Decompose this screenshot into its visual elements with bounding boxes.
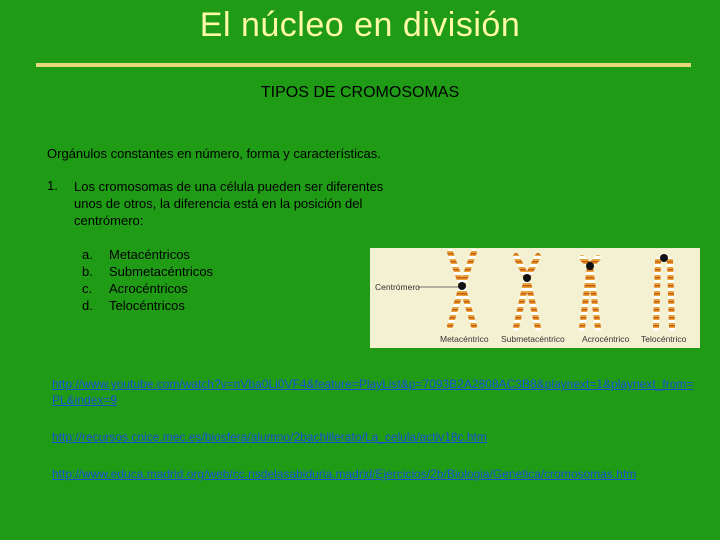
type-letter: b. bbox=[82, 264, 93, 279]
chromosome-types-figure bbox=[370, 248, 700, 348]
type-label: Telocéntricos bbox=[109, 298, 185, 313]
intro-text: Orgánulos constantes en número, forma y características. bbox=[47, 146, 381, 161]
type-item-acrocentric bbox=[82, 280, 213, 297]
caption-telocentric: Telocéntrico bbox=[641, 334, 687, 344]
cnice-link[interactable]: http://recursos.cnice.mec.es/biosfera/alumno/2bachillerato/La_celula/activ18c.htm bbox=[52, 430, 487, 444]
slide-subtitle: TIPOS DE CROMOSOMAS bbox=[260, 84, 460, 101]
type-letter: c. bbox=[82, 281, 93, 296]
caption-acrocentric: Acrocéntrico bbox=[582, 334, 630, 344]
slide-title: El núcleo en división bbox=[199, 6, 521, 44]
caption-submetacentric: Submetacéntrico bbox=[501, 334, 565, 344]
type-letter: a. bbox=[82, 247, 93, 262]
type-label: Acrocéntricos bbox=[109, 281, 188, 296]
chromosome-illustration bbox=[370, 248, 700, 348]
acrocentric-chromosome bbox=[582, 258, 598, 328]
youtube-link[interactable]: http://www.youtube.com/watch?v=nVba0Li0VF4&feature=PlayList&p=7093B2A2808AC3B8&playnext=1&playnext_from=PL&index=9 bbox=[52, 377, 694, 407]
type-item-submetacentric bbox=[82, 263, 213, 280]
type-letter: d. bbox=[82, 298, 93, 313]
metacentric-chromosome bbox=[450, 252, 474, 326]
title-divider bbox=[36, 63, 691, 67]
list-item-text: Los cromosomas de una célula pueden ser diferentes unos de otros, la diferencia está en la posición del centrómero: bbox=[74, 179, 384, 228]
educamadrid-link[interactable]: http://www.educa.madrid.org/web/cc.nsdelasabiduria.madrid/Ejercicios/2b/Biologia/Genetica/cromosomas.htm bbox=[52, 467, 637, 481]
reference-links bbox=[52, 376, 697, 503]
type-label: Metacéntricos bbox=[109, 247, 190, 262]
telocentric-chromosome bbox=[656, 254, 672, 328]
centromere-label: Centrómero bbox=[375, 282, 420, 292]
type-label: Submetacéntricos bbox=[109, 264, 214, 279]
list-item-number: 1. bbox=[47, 178, 58, 193]
type-item-metacentric bbox=[82, 246, 213, 263]
chromosome-type-list bbox=[82, 246, 213, 314]
submetacentric-chromosome bbox=[516, 256, 538, 328]
type-item-telocentric bbox=[82, 297, 213, 314]
caption-metacentric: Metacéntrico bbox=[440, 334, 489, 344]
